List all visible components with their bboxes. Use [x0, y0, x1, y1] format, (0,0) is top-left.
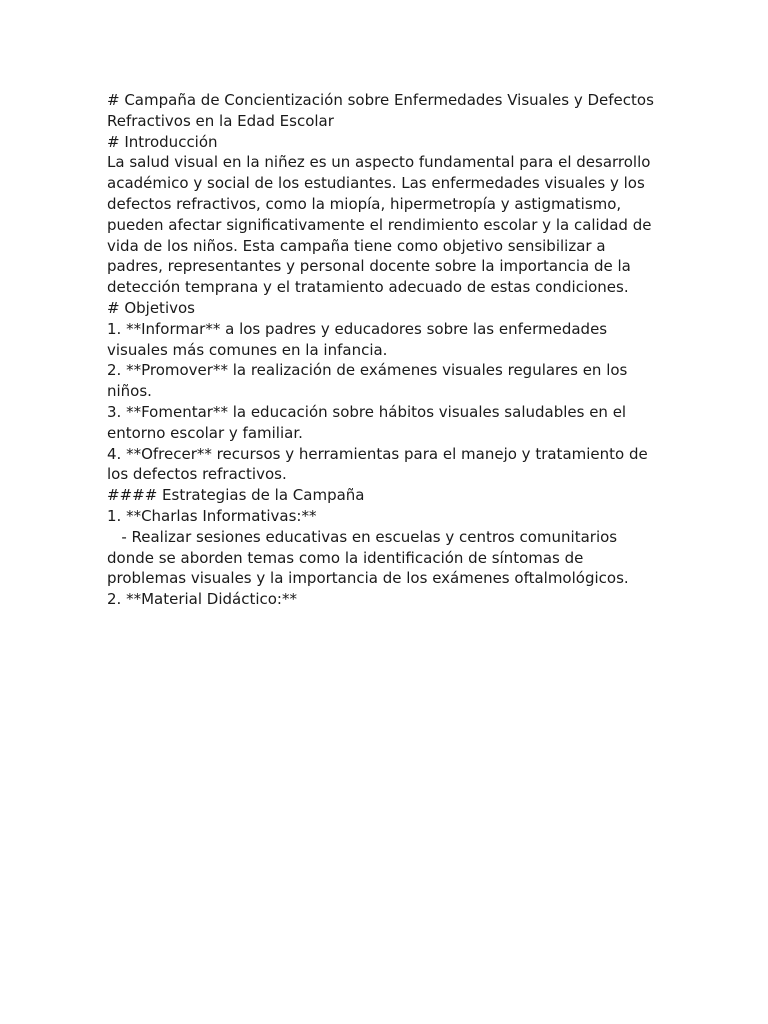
- objective-item: 2. **Promover** la realización de exámenes visuales regulares en los niños.: [107, 361, 628, 401]
- document-title: # Campaña de Concientización sobre Enfermedades Visuales y Defectos Refractivos en la Edad Escolar: [107, 91, 654, 130]
- document-body: [107, 90, 662, 610]
- objective-item: 3. **Fomentar** la educación sobre hábitos visuales saludables en el entorno escolar y familiar.: [107, 402, 627, 442]
- introduction-heading: # Introducción: [107, 132, 218, 151]
- strategy-label: 1. **Charlas Informativas:**: [107, 506, 317, 525]
- introduction-paragraph: La salud visual en la niñez es un aspecto fundamental para el desarrollo académico y social de los estudiantes. Las enfermedades visuales y los defectos refractivos, como la miopía, hipermetropía y astigmatismo, pueden afectar significativamente el rendimiento escolar y la calidad de vida de los niños. Esta campaña tiene como objetivo sensibilizar a padres, representantes y personal docente sobre la importancia de la detección temprana y el tratamiento adecuado de estas condiciones.: [107, 153, 652, 297]
- strategy-label: 2. **Material Didáctico:**: [107, 590, 297, 609]
- strategies-heading: #### Estrategias de la Campaña: [107, 486, 365, 505]
- strategy-description: - Realizar sesiones educativas en escuelas y centros comunitarios donde se aborden temas como la identificación de síntomas de problemas visuales y la importancia de los exámenes oftalmológicos.: [107, 527, 629, 588]
- objective-item: 4. **Ofrecer** recursos y herramientas para el manejo y tratamiento de los defectos refractivos.: [107, 444, 648, 484]
- objectives-heading: # Objetivos: [107, 298, 195, 317]
- objective-item: 1. **Informar** a los padres y educadores sobre las enfermedades visuales más comunes en la infancia.: [107, 319, 608, 359]
